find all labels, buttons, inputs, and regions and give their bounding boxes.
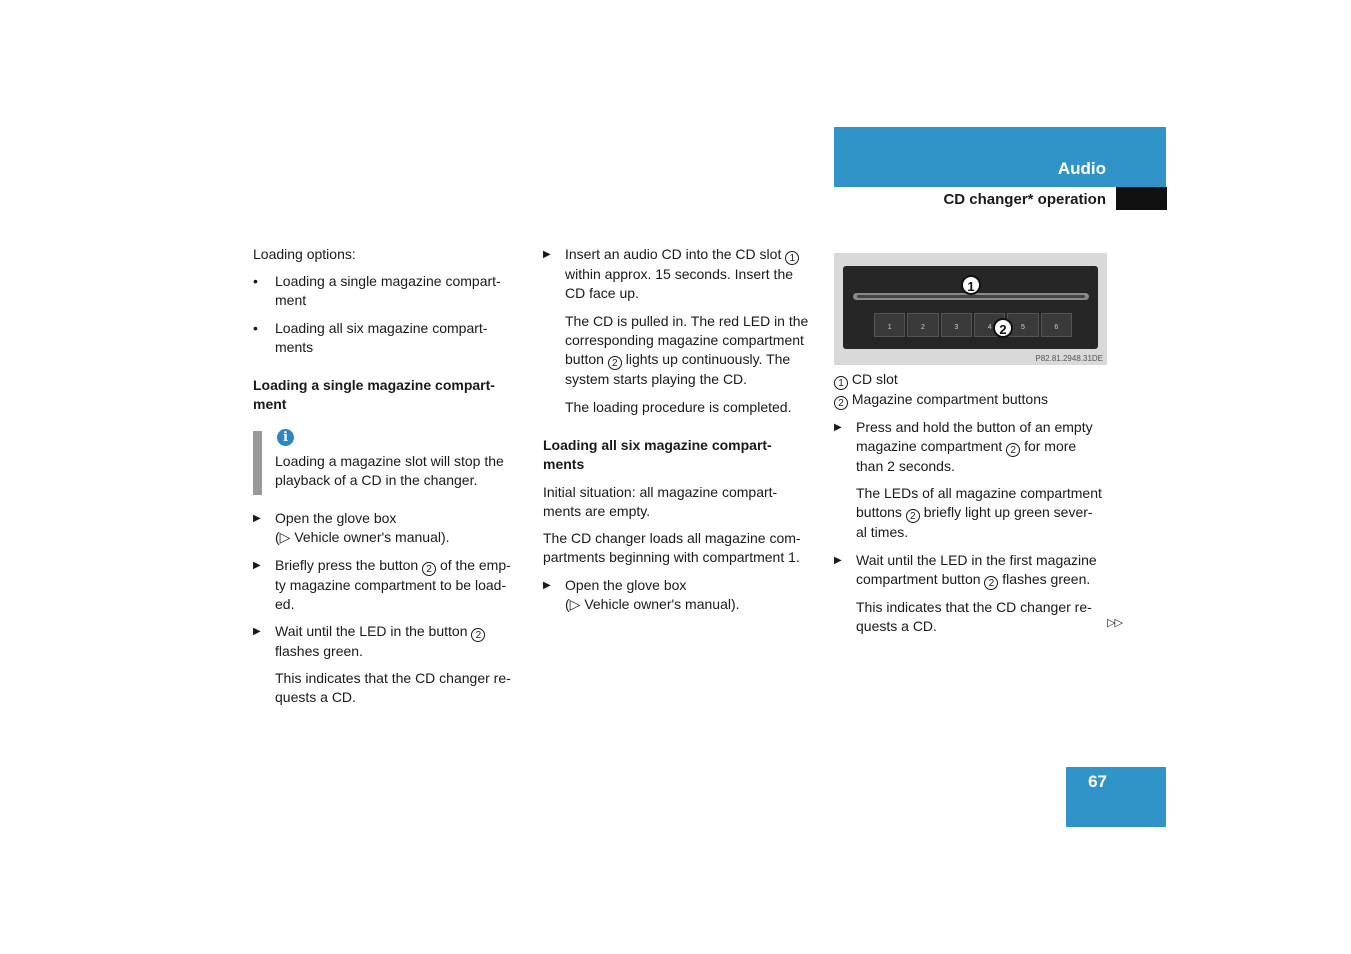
number-2-icon: 2 xyxy=(471,628,485,642)
column-2 xyxy=(543,245,823,614)
step-wait-led: ▶ Wait until the LED in the button 2 flashes green. xyxy=(253,622,533,661)
step-open-glove-box: ▶ Open the glove box (▷ Vehicle owner's manual). xyxy=(543,577,740,612)
number-2-icon: 2 xyxy=(906,509,920,523)
step-result: The LEDs of all magazine compartment buttons 2 briefly light up green sever- al times. xyxy=(856,485,1102,540)
section-subtitle: CD changer* operation xyxy=(943,191,1106,208)
number-1-icon: 1 xyxy=(785,251,799,265)
continue-icon: ▷▷ xyxy=(1107,617,1122,629)
magazine-button: 1 xyxy=(874,313,905,337)
step-result: This indicates that the CD changer re- quests a CD. xyxy=(856,599,1092,634)
number-1-icon: 1 xyxy=(834,376,848,390)
number-2-icon: 2 xyxy=(422,562,436,576)
legend-item: 1 CD slot xyxy=(834,370,1134,390)
step-arrow-icon: ▶ xyxy=(543,580,551,591)
step-arrow-icon: ▶ xyxy=(834,555,842,566)
photo-reference-code: P82.81.2948.31DE xyxy=(1035,354,1103,363)
magazine-buttons xyxy=(873,313,1073,337)
callout-2: 2 xyxy=(993,318,1013,338)
column-3 xyxy=(834,370,1134,636)
section-tab-marker xyxy=(1116,187,1167,210)
page-number: 67 xyxy=(1088,772,1107,791)
single-compartment-heading: Loading a single magazine compart- ment xyxy=(253,377,495,412)
magazine-button: 5 xyxy=(1007,313,1038,337)
info-sidebar xyxy=(253,431,262,495)
number-2-icon: 2 xyxy=(984,576,998,590)
step-insert-cd: ▶ Insert an audio CD into the CD slot 1 within approx. 15 seconds. Insert the CD face up. xyxy=(543,245,823,303)
step-arrow-icon: ▶ xyxy=(834,422,842,433)
paragraph: The CD changer loads all magazine com- partments beginning with compartment 1. xyxy=(543,530,801,565)
step-result: This indicates that the CD changer re- quests a CD. xyxy=(275,670,511,705)
magazine-button: 6 xyxy=(1041,313,1072,337)
callout-1: 1 xyxy=(961,275,981,295)
step-arrow-icon: ▶ xyxy=(253,560,261,571)
magazine-button: 4 xyxy=(974,313,1005,337)
step-result: The CD is pulled in. The red LED in the corresponding magazine compartment button 2 lights up continuously. The system starts playing the CD. xyxy=(565,313,809,387)
step-arrow-icon: ▶ xyxy=(543,249,551,260)
step-press-hold: ▶ Press and hold the button of an empty magazine compartment 2 for more than 2 seconds. xyxy=(834,419,1093,474)
list-item: • Loading a single magazine compart- ment xyxy=(253,273,501,308)
step-open-glove-box: ▶ Open the glove box (▷ Vehicle owner's manual). xyxy=(253,510,450,545)
step-result: The loading procedure is completed. xyxy=(565,399,792,415)
loading-options-intro: Loading options: xyxy=(253,246,356,262)
number-2-icon: 2 xyxy=(834,396,848,410)
info-icon: i xyxy=(277,429,294,446)
step-arrow-icon: ▶ xyxy=(253,626,261,637)
step-wait-first-led: ▶ Wait until the LED in the first magazine compartment button 2 flashes green. xyxy=(834,552,1097,589)
list-item: • Loading all six magazine compart- ments xyxy=(253,320,488,355)
legend-item: 2 Magazine compartment buttons xyxy=(834,390,1134,410)
step-press-button: ▶ Briefly press the button 2 of the emp- ty magazine compartment to be load- ed. xyxy=(253,557,511,612)
step-arrow-icon: ▶ xyxy=(253,513,261,524)
number-2-icon: 2 xyxy=(1006,443,1020,457)
column-1 xyxy=(253,245,533,414)
paragraph: Initial situation: all magazine compart- ments are empty. xyxy=(543,484,778,519)
cd-changer-photo xyxy=(834,253,1107,365)
number-2-icon: 2 xyxy=(608,356,622,370)
section-title: Audio xyxy=(1057,159,1106,178)
magazine-button: 3 xyxy=(941,313,972,337)
magazine-button: 2 xyxy=(907,313,938,337)
column-1-steps xyxy=(253,509,533,707)
all-compartments-heading: Loading all six magazine compart- ments xyxy=(543,437,772,472)
info-note: Loading a magazine slot will stop the playback of a CD in the changer. xyxy=(275,453,504,488)
